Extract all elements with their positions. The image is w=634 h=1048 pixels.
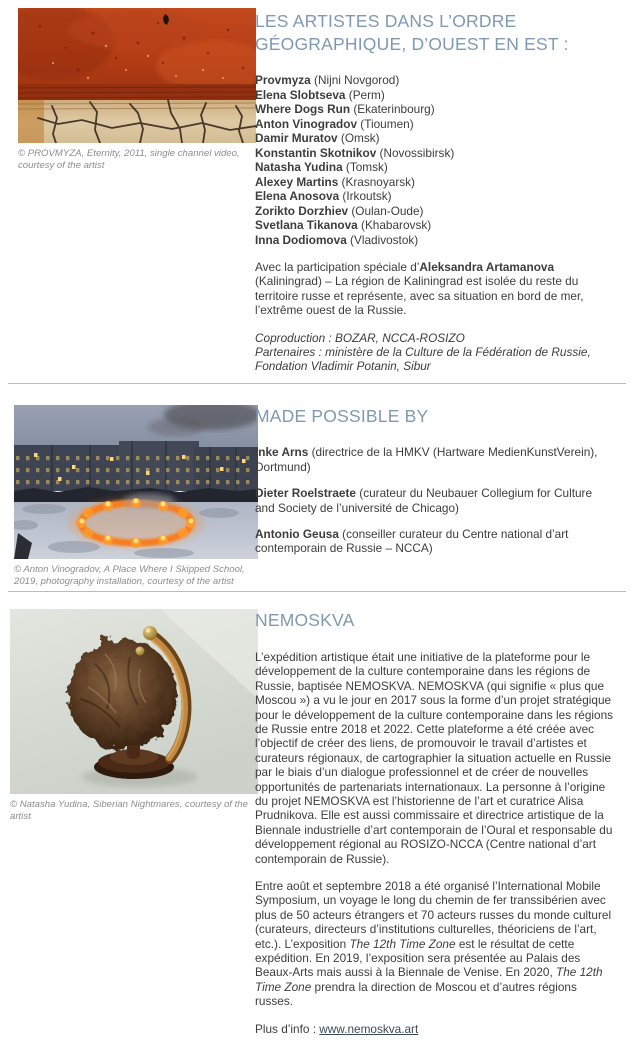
- section-made-possible: [0, 405, 634, 588]
- fire-ring-caption: © Anton Vinogradov, A Place Where I Skipped School, 2019, photography installation, courtesy of the artist: [14, 563, 245, 587]
- section-nemoskva: [0, 609, 634, 1047]
- artist-item: [255, 73, 614, 88]
- section-nemoskva-media-column: [0, 609, 255, 1047]
- coproduction-line: Coproduction : BOZAR, NCCA-ROSIZO: [255, 330, 465, 345]
- people-list: [255, 445, 614, 555]
- nemoskva-heading: NEMOSKVA: [255, 610, 355, 631]
- section-artists: [0, 0, 634, 374]
- paragraph2-text: est le résultat de cette expédition. En 2019, l’exposition sera présentée au Palais des Beaux-Arts mais aussi à la Biennale de Venise. En 2020,: [255, 936, 581, 980]
- apartment-blocks: [14, 441, 258, 491]
- person-detail: (directrice de la HMKV (Hartware MedienKunstVerein), Dortmund): [255, 445, 598, 474]
- artist-city: (Khabarovsk): [357, 218, 432, 232]
- paragraph2-text: Entre août et septembre 2018 a été organisé l’International Mobile Symposium, un voyage le long du chemin de fer transsibérien avec plus de 50 acteurs étrangers et 70 acteurs russes du monde culturel (curateurs, directeurs d’institutions culturelles, théoriciens de l’art, etc.). L’exposition: [255, 879, 612, 951]
- artist-city: (Perm): [345, 87, 385, 102]
- artist-name: Provmyza: [255, 73, 311, 87]
- section-nemoskva-text-column: [255, 609, 624, 1047]
- artist-city: (Vladivostok): [346, 232, 419, 247]
- eternity-caption: © PROVMYZA, Eternity, 2011, single channel video, courtesy of the artist: [18, 148, 240, 171]
- more-info-line: [255, 1022, 614, 1036]
- person-item: [255, 486, 614, 515]
- artist-item: [255, 146, 614, 161]
- person-item: [255, 445, 614, 474]
- nemoskva-paragraph-2: [255, 879, 614, 1009]
- artist-city: (Omsk): [337, 131, 380, 145]
- special-participation-paragraph: [255, 260, 614, 318]
- special-participation-name: Aleksandra Artamanova: [419, 260, 555, 274]
- artist-city: (Tioumen): [357, 116, 414, 131]
- section-artists-text-column: [255, 8, 624, 374]
- person-detail: (curateur du Neubauer Collegium for Culture and Society de l’université de Chicago): [255, 486, 593, 515]
- artist-city: (Novossibirsk): [376, 145, 455, 160]
- section-made-possible-text-column: [255, 405, 624, 588]
- artist-city: (Tomsk): [342, 160, 388, 174]
- artist-name: Inna Dodiomova: [255, 232, 347, 247]
- person-detail: (conseiller curateur du Centre national d’art contemporain de Russie – NCCA): [255, 526, 569, 556]
- artist-item: [255, 175, 614, 190]
- paragraph2-text: prendra la direction de Moscou et d’autres régions russes.: [255, 979, 577, 1009]
- section-made-possible-media-column: [0, 405, 255, 588]
- person-name: Inke Arns: [255, 445, 309, 460]
- artist-city: (Krasnoyarsk): [338, 174, 415, 189]
- artist-name: Natasha Yudina: [255, 160, 343, 174]
- artist-item: [255, 160, 614, 175]
- artist-city: (Irkoutsk): [339, 189, 392, 203]
- fire-ring-artwork-image: [14, 405, 258, 559]
- artist-name: Anton Vinogradov: [255, 116, 358, 131]
- artist-item: [255, 233, 614, 248]
- partners-line: Partenaires : ministère de la Culture de la Fédération de Russie, Fondation Vladimir Potanin, Sibur: [255, 345, 591, 374]
- artist-name: Elena Slobtseva: [255, 87, 346, 102]
- section-artists-media-column: [0, 8, 255, 374]
- fur-globe-caption: © Natasha Yudina, Siberian Nightmares, courtesy of the artist: [10, 799, 248, 823]
- artist-city: (Oulan-Oude): [348, 203, 424, 218]
- artist-city: (Ekaterinbourg): [350, 102, 435, 116]
- artist-city: (Nijni Novgorod): [310, 73, 400, 87]
- eternity-artwork-image: [18, 8, 256, 143]
- special-participation-suffix: (Kaliningrad) – La région de Kaliningrad est isolée du reste du territoire russe et représente, avec sa situation en bord de mer, l’extrême ouest de la Russie.: [255, 274, 584, 318]
- made-possible-heading: MADE POSSIBLE BY: [255, 405, 429, 426]
- artist-name: Damir Muratov: [255, 131, 338, 145]
- person-name: Dieter Roelstraete: [255, 486, 356, 501]
- section-divider: [8, 383, 626, 384]
- artist-item: [255, 131, 614, 146]
- artists-heading: LES ARTISTES DANS L’ORDRE GÉOGRAPHIQUE, D’OUEST EN EST :: [255, 11, 569, 54]
- artist-name: Zorikto Dorzhiev: [255, 203, 349, 218]
- special-participation-prefix: Avec la participation spéciale d’: [255, 260, 420, 274]
- more-info-label: Plus d’info :: [255, 1021, 320, 1036]
- artist-item: [255, 117, 614, 132]
- artist-name: Elena Anosova: [255, 189, 340, 203]
- artist-item: [255, 204, 614, 219]
- exhibition-title: The 12th Time Zone: [255, 965, 603, 994]
- nemoskva-website-link[interactable]: www.nemoskva.art: [319, 1021, 419, 1036]
- artist-item: [255, 88, 614, 103]
- artist-name: Svetlana Tikanova: [255, 218, 358, 232]
- artist-name: Where Dogs Run: [255, 102, 351, 116]
- person-item: [255, 527, 614, 556]
- section-divider: [8, 591, 626, 592]
- person-name: Antonio Geusa: [255, 526, 339, 541]
- artist-item: [255, 189, 614, 204]
- artist-item: [255, 218, 614, 233]
- nemoskva-paragraph-1: L’expédition artistique était une initiative de la plateforme pour le développement de la culture contemporaine dans les régions de Russie, baptisée NEMOSKVA. NEMOSKVA (qui signifie « plus que Moscou ») a vu le jour en 2017 sous la forme d’un projet stratégique pour le développement de la culture contemporaine dans les régions de Russie entre 2018 et 2022. Cette plateforme a été créée avec l’objectif de créer des liens, de promouvoir le travail d’artistes et curateurs régionaux, de cartographier la situation actuelle en Russie par le biais d’un dialogue professionnel et de créer de nouvelles opportunités de partenariats internationaux. La personne à l’origine du projet NEMOSKVA est l’historienne de l’art et curatrice Alisa Prudnikova. Elle est aussi commissaire et directrice artistique de la Biennale industrielle d’art contemporain de l’Oural et responsable du développement régional au ROSIZO-NCCA (Centre national d’art contemporain de Russie).: [255, 649, 614, 866]
- coproduction-block: [255, 331, 614, 374]
- exhibition-title: The 12th Time Zone: [349, 936, 456, 951]
- artist-name: Alexey Martins: [255, 174, 339, 189]
- artist-list: [255, 73, 614, 247]
- artist-name: Konstantin Skotnikov: [255, 145, 377, 160]
- fur-globe-artwork-image: [10, 609, 258, 794]
- artist-item: [255, 102, 614, 117]
